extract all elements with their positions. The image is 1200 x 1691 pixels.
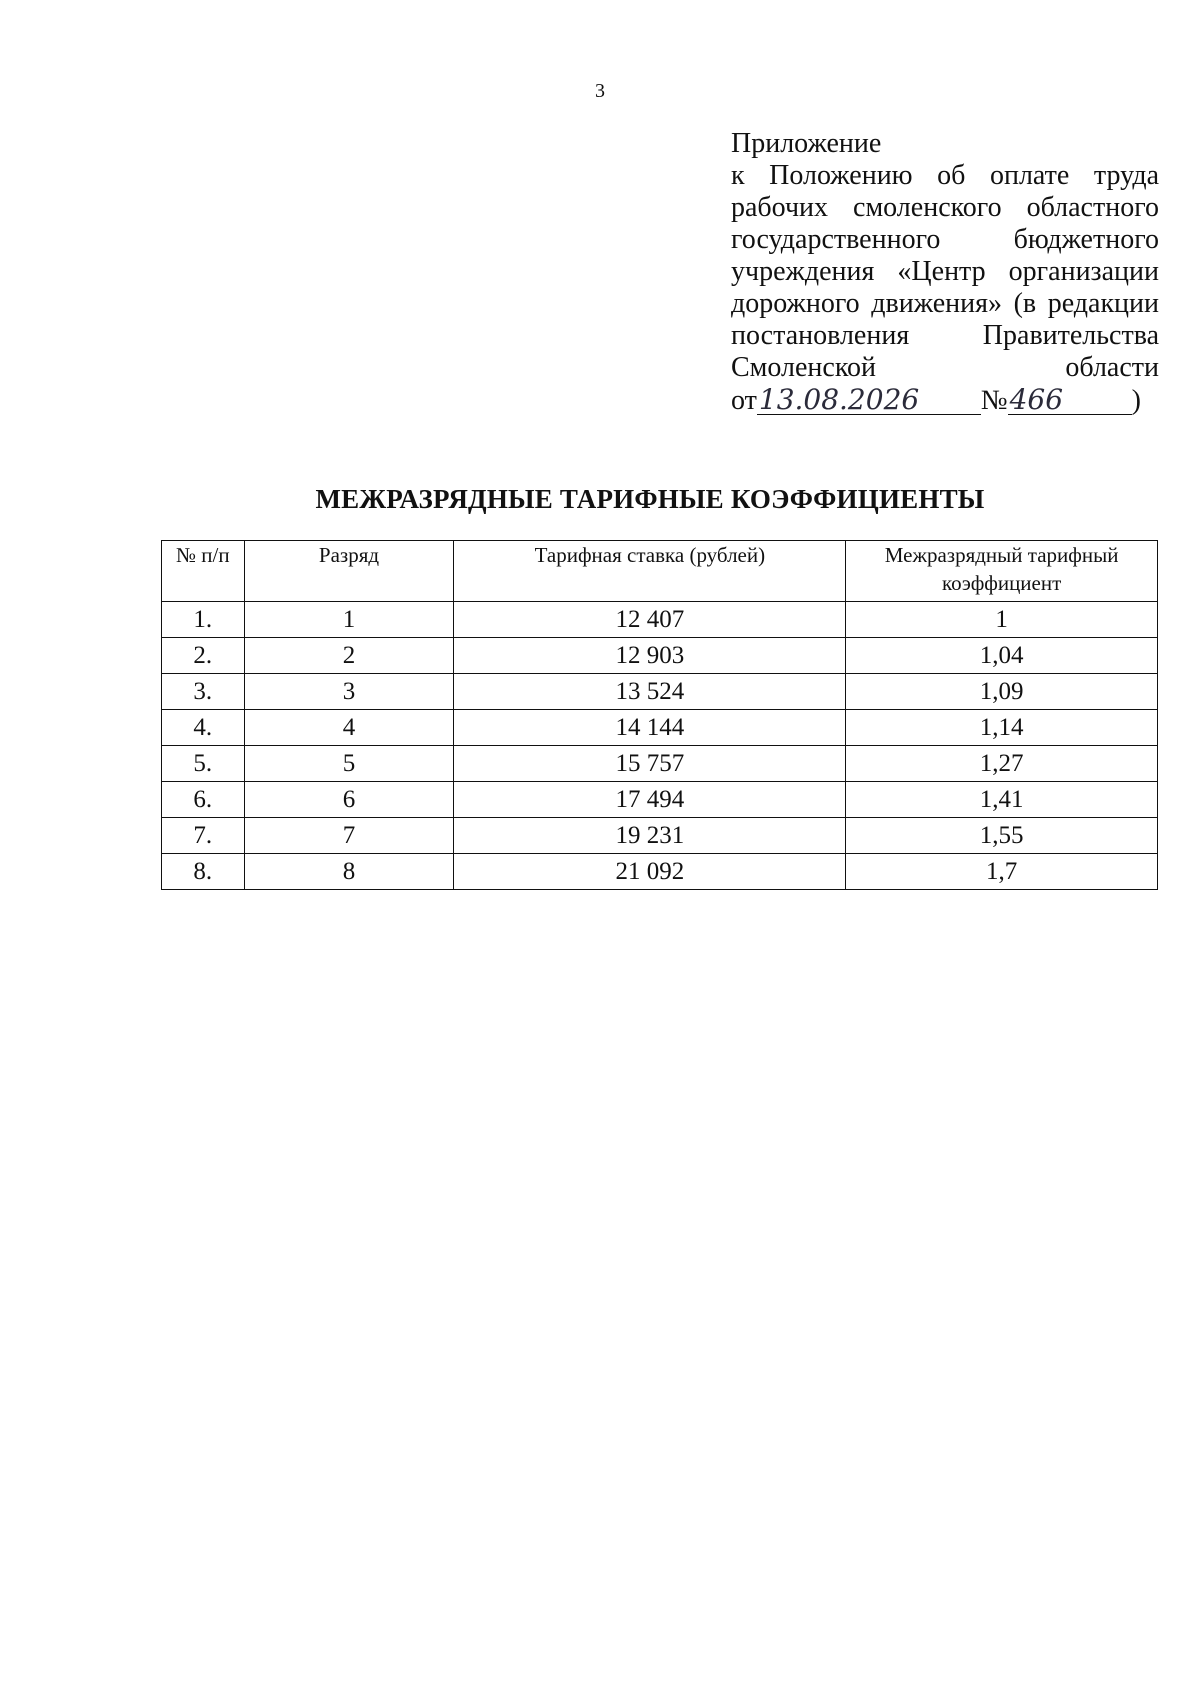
table-header-row — [162, 541, 1158, 602]
handwritten-number: 466 — [1008, 384, 1132, 415]
cell-grade: 3 — [244, 674, 454, 710]
cell-number: 1. — [162, 602, 245, 638]
appendix-line: дорожного движения» (в редакции — [731, 288, 1159, 319]
cell-grade: 4 — [244, 710, 454, 746]
cell-coefficient: 1,14 — [846, 710, 1158, 746]
appendix-line: государственного бюджетного — [731, 224, 1159, 255]
appendix-line: Приложение — [731, 128, 882, 159]
cell-coefficient: 1,41 — [846, 782, 1158, 818]
cell-number: 8. — [162, 854, 245, 890]
cell-rate: 12 407 — [454, 602, 846, 638]
closing-paren: ) — [1131, 385, 1141, 416]
number-sign: № — [980, 385, 1008, 416]
cell-rate: 13 524 — [454, 674, 846, 710]
cell-number: 4. — [162, 710, 245, 746]
cell-number: 3. — [162, 674, 245, 710]
cell-number: 6. — [162, 782, 245, 818]
cell-coefficient: 1 — [846, 602, 1158, 638]
table-row — [162, 818, 1158, 854]
appendix-line: Смоленской области — [731, 352, 1159, 383]
cell-rate: 14 144 — [454, 710, 846, 746]
table-row — [162, 674, 1158, 710]
cell-grade: 2 — [244, 638, 454, 674]
table-row — [162, 746, 1158, 782]
cell-rate: 19 231 — [454, 818, 846, 854]
date-number-line — [731, 384, 1159, 417]
cell-grade: 5 — [244, 746, 454, 782]
table-row — [162, 638, 1158, 674]
table-row — [162, 854, 1158, 890]
cell-number: 5. — [162, 746, 245, 782]
cell-grade: 8 — [244, 854, 454, 890]
handwritten-date: 13.08.2026 — [757, 384, 981, 415]
cell-grade: 1 — [244, 602, 454, 638]
tariff-table — [161, 540, 1158, 890]
table-row — [162, 782, 1158, 818]
cell-number: 7. — [162, 818, 245, 854]
document-title: МЕЖРАЗРЯДНЫЕ ТАРИФНЫЕ КОЭФФИЦИЕНТЫ — [315, 484, 985, 514]
cell-coefficient: 1,27 — [846, 746, 1158, 782]
appendix-line: учреждения «Центр организации — [731, 256, 1159, 287]
date-prefix: от — [731, 385, 757, 416]
table-row — [162, 602, 1158, 638]
appendix-line: к Положению об оплате труда — [731, 160, 1159, 191]
cell-grade: 7 — [244, 818, 454, 854]
cell-rate: 21 092 — [454, 854, 846, 890]
cell-number: 2. — [162, 638, 245, 674]
cell-rate: 12 903 — [454, 638, 846, 674]
page-number: 3 — [595, 80, 605, 102]
appendix-block — [731, 128, 1159, 417]
header-rate: Тарифная ставка (рублей) — [454, 541, 846, 602]
table-row — [162, 710, 1158, 746]
header-coefficient: Межразрядный тарифный коэффициент — [846, 541, 1158, 602]
appendix-line: рабочих смоленского областного — [731, 192, 1159, 223]
cell-rate: 15 757 — [454, 746, 846, 782]
appendix-line: постановления Правительства — [731, 320, 1159, 351]
header-number: № п/п — [162, 541, 245, 602]
cell-coefficient: 1,09 — [846, 674, 1158, 710]
cell-coefficient: 1,04 — [846, 638, 1158, 674]
cell-grade: 6 — [244, 782, 454, 818]
cell-coefficient: 1,55 — [846, 818, 1158, 854]
cell-rate: 17 494 — [454, 782, 846, 818]
header-grade: Разряд — [244, 541, 454, 602]
cell-coefficient: 1,7 — [846, 854, 1158, 890]
